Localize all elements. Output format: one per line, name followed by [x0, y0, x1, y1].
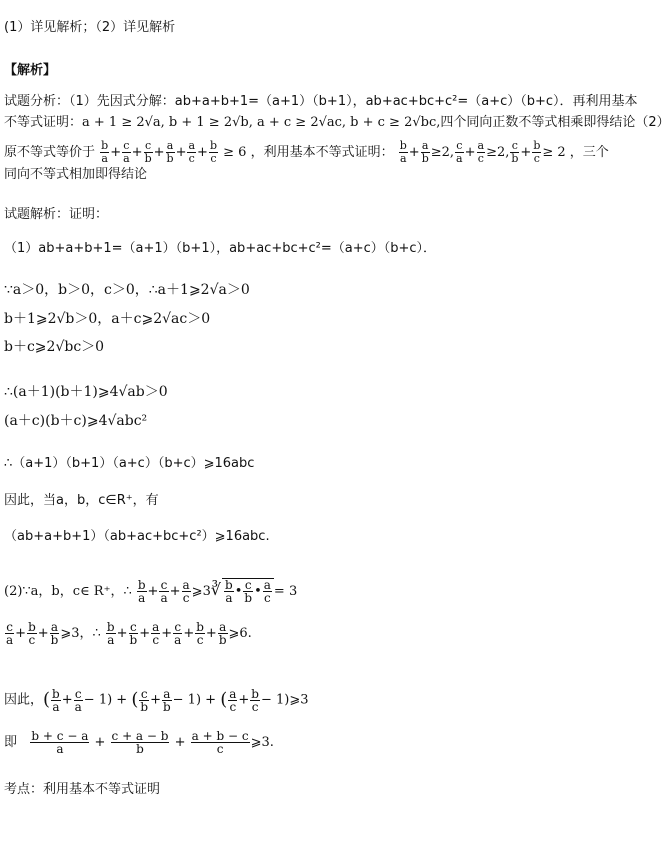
frac: $\frac{c}{b}$: [140, 686, 149, 714]
frac: $\frac{a}{c}$: [263, 578, 271, 605]
product-line-1: ∴(a＋1)(b＋1)⩾4√ab＞0: [4, 384, 168, 400]
frac: $\frac{a}{b}$: [162, 686, 171, 714]
cube-root: $\frac{b}{a}$ • $\frac{c}{b}$ • $\frac{a}{c}$: [222, 578, 274, 604]
frac: $\frac{c}{a}$: [6, 620, 14, 647]
final-tail: ⩾3.: [250, 735, 274, 750]
frac: $\frac{c}{b}$: [244, 578, 253, 605]
frac: $\frac{c + a - b}{b}$: [111, 729, 169, 756]
analysis-line-3-tail: ，三个: [569, 145, 609, 160]
analysis-line-2: [4, 114, 670, 132]
frac: $\frac{b}{a}$: [52, 686, 60, 714]
frac: $\frac{b}{a}$: [225, 578, 233, 605]
solution-intro: 试题解析：证明：: [4, 207, 109, 222]
frac: $\frac{c}{a}$: [123, 139, 130, 165]
frac: $\frac{b}{c}$: [28, 620, 36, 647]
frac: $\frac{c}{b}$: [144, 139, 152, 165]
result-line-1: （ab+a+b+1）（ab+ac+bc+c²）⩾16abc.: [4, 529, 270, 544]
section-title: 【解析】: [4, 63, 57, 78]
analysis-line-1: 试题分析：（1）先因式分解：ab+a+b+1=（a+1）（b+1），ab+ac+bc+c²=（a+c）（b+c）．再利用基本: [4, 94, 638, 109]
product-line-2: (a＋c)(b＋c)⩾4√abc²: [4, 413, 148, 429]
ineq-line-3: b＋c⩾2√bc＞0: [4, 339, 105, 355]
footer-kaodian: 考点：利用基本不等式证明: [4, 782, 161, 797]
analysis-line-2-tail: 四个同向正数不等式相乘即得结论（2）: [440, 115, 670, 130]
frac: $\frac{c}{a}$: [160, 578, 168, 605]
analysis-line-2-label: 不等式证明：: [4, 115, 83, 130]
therefore2-line: 因此，( $\frac{b}{a}$ + $\frac{c}{a}$ − 1) + ( $\frac{c}{b}$ + $\frac{a}{b}$ − 1) + ( $\frac{a}{c}$ + $\frac{b}{c}$ − 1)⩾3: [4, 686, 309, 714]
part2-line-2-tail: ⩾6.: [228, 626, 252, 641]
frac: $\frac{b + c - a}{a}$: [31, 729, 89, 756]
frac: $\frac{a}{b}$: [50, 620, 59, 647]
frac: $\frac{a}{c}$: [477, 139, 485, 165]
analysis-line-3: 原不等式等价于 $\frac{b}{a}$ + $\frac{c}{a}$ + $\frac{c}{b}$ + $\frac{a}{b}$ + $\frac{a}{c}$ + $\frac{b}{c}$ ≥ 6 ，利用基本不等式证明： $\frac{b}{a}$ + $\frac{a}{b}$ ≥2, $\frac{c}{a}$ + $\frac{a}{c}$ ≥2, $\frac{c}{b}$ + $\frac{b}{c}$ ≥ 2 ，三个: [4, 139, 609, 165]
answer-line: (1）详见解析；（2）详见解析: [4, 20, 176, 35]
frac: $\frac{b}{c}$: [251, 686, 259, 714]
ji-label: 即: [4, 735, 18, 750]
frac: $\frac{c}{b}$: [511, 139, 519, 165]
frac: $\frac{c}{a}$: [74, 686, 82, 714]
part2-tail: = 3: [273, 584, 298, 599]
frac: $\frac{b}{c}$: [196, 620, 204, 647]
frac: $\frac{a}{c}$: [229, 686, 237, 714]
product-line-3: ∴（a+1）（b+1）（a+c）（b+c）⩾16abc: [4, 456, 255, 471]
part2-start: (2)∵a，b，c∈ R⁺，∴: [4, 584, 132, 599]
frac: $\frac{c}{a}$: [456, 139, 463, 165]
frac: $\frac{a}{c}$: [188, 139, 196, 165]
part2-line-1: (2)∵a，b，c∈ R⁺，∴ $\frac{b}{a}$ + $\frac{c}{a}$ + $\frac{a}{c}$ ⩾3∛ $\frac{b}{a}$ • $\frac{c}{b}$ • $\frac{a}{c}$ = 3: [4, 578, 298, 605]
frac: $\frac{b}{a}$: [101, 139, 109, 165]
frac: $\frac{a}{b}$: [421, 139, 429, 165]
final-line: 即 $\frac{b + c - a}{a}$ + $\frac{c + a - b}{b}$ + $\frac{a + b - c}{c}$ ⩾3.: [4, 729, 274, 756]
frac: $\frac{c}{b}$: [129, 620, 138, 647]
ge3: ⩾3: [289, 692, 309, 708]
therefore2-label: 因此，: [4, 692, 44, 708]
frac: $\frac{a}{c}$: [182, 578, 190, 605]
frac: $\frac{b}{c}$: [533, 139, 541, 165]
analysis-line-3-label: 原不等式等价于: [4, 145, 96, 160]
frac: $\frac{b}{a}$: [137, 578, 146, 605]
frac: $\frac{a}{b}$: [218, 620, 227, 647]
analysis-line-2-math: a + 1 ≥ 2√a, b + 1 ≥ 2√b, a + c ≥ 2√ac, b + c ≥ 2√bc,: [82, 115, 441, 130]
therefore-line: 因此，当a，b，c∈R⁺，有: [4, 493, 159, 508]
solution-part1: （1）ab+a+b+1=（a+1）（b+1），ab+ac+bc+c²=（a+c）（b+c）．: [4, 241, 437, 256]
analysis-line-4: 同向不等式相加即得结论: [4, 167, 148, 182]
given-line: ∵a＞0，b＞0，c＞0，∴a＋1⩾2√a＞0: [4, 282, 250, 298]
analysis-line-3-mid: ，利用基本不等式证明：: [250, 145, 394, 160]
ineq-line-2: b＋1⩾2√b＞0，a＋c⩾2√ac＞0: [4, 311, 211, 327]
frac: $\frac{a}{b}$: [166, 139, 174, 165]
frac: $\frac{c}{a}$: [174, 620, 182, 647]
frac: $\frac{a}{c}$: [152, 620, 160, 647]
frac: $\frac{a + b - c}{c}$: [191, 729, 249, 756]
frac: $\frac{b}{c}$: [209, 139, 217, 165]
part2-line-2: $\frac{c}{a}$ + $\frac{b}{c}$ + $\frac{a}{b}$ ⩾3，∴ $\frac{b}{a}$ + $\frac{c}{b}$ + $\frac{a}{c}$ + $\frac{c}{a}$ + $\frac{b}{c}$ + $\frac{a}{b}$ ⩾6.: [6, 620, 252, 647]
frac: $\frac{b}{a}$: [106, 620, 115, 647]
frac: $\frac{b}{a}$: [399, 139, 407, 165]
